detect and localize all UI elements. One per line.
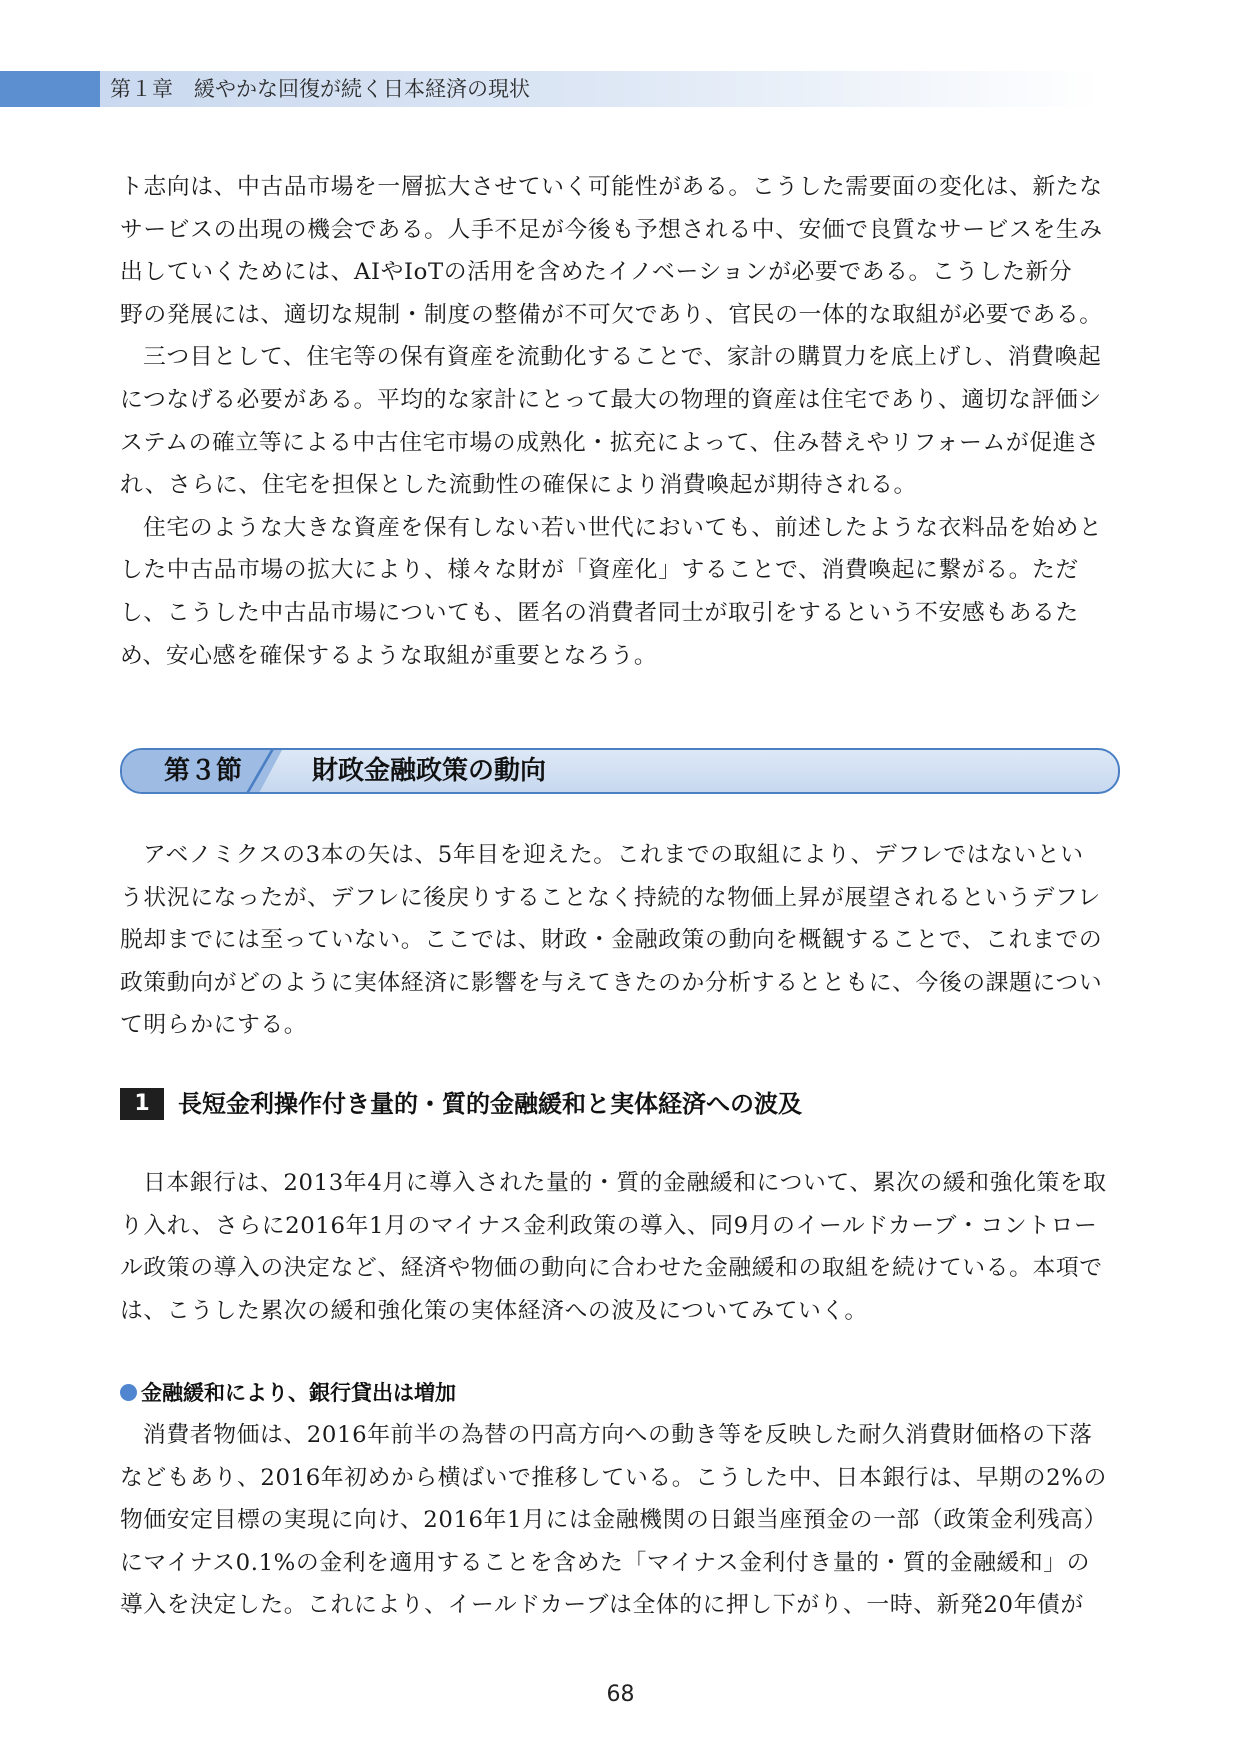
- section-intro-paragraph: [120, 834, 1120, 1047]
- text-line: アベノミクスの3本の矢は、5年目を迎えた。これまでの取組により、デフレではないとい: [143, 842, 1084, 868]
- intro-paragraph: [120, 166, 1120, 677]
- text-line: 三つ目として、住宅等の保有資産を流動化することで、家計の購買力を底上げし、消費喚起: [143, 344, 1102, 371]
- text-line: は、こうした累次の緩和強化策の実体経済への波及についてみていく。: [120, 1297, 868, 1324]
- text-line: り入れ、さらに2016年1月のマイナス金利政策の導入、同9月のイールドカーブ・コントロー: [120, 1212, 1098, 1239]
- text-line: 住宅のような大きな資産を保有しない若い世代においても、前述したような衣料品を始めと: [143, 514, 1103, 541]
- text-line: 脱却までには至っていない。ここでは、財政・金融政策の動向を概観することで、これまでの: [120, 927, 1103, 954]
- text-line: う状況になったが、デフレに後戻りすることなく持続的な物価上昇が展望されるというデフレ: [120, 884, 1101, 911]
- bullet-heading: [120, 1378, 456, 1408]
- text-line: て明らかにする。: [120, 1012, 308, 1039]
- section-banner: [120, 748, 1120, 794]
- subsection-intro-paragraph: [120, 1162, 1120, 1332]
- bullet-paragraph: [120, 1414, 1120, 1627]
- text-line: 政策動向がどのように実体経済に影響を与えてきたのか分析するとともに、今後の課題につい: [120, 969, 1103, 996]
- subsection-title: 長短金利操作付き量的・質的金融緩和と実体経済への波及: [178, 1090, 802, 1118]
- text-line: 消費者物価は、2016年前半の為替の円高方向への動き等を反映した耐久消費財価格の下落: [143, 1422, 1093, 1448]
- text-line: 出していくためには、AIやIoTの活用を含めたイノベーションが必要である。こうした新分: [120, 259, 1073, 286]
- chapter-title: 第１章 緩やかな回復が続く日本経済の現状: [110, 77, 530, 101]
- text-line: ル政策の導入の決定など、経済や物価の動向に合わせた金融緩和の取組を続けている。本項で: [120, 1255, 1103, 1282]
- text-line: ト志向は、中古品市場を一層拡大させていく可能性がある。こうした需要面の変化は、新たな: [120, 174, 1103, 200]
- text-line: 物価安定目標の実現に向け、2016年1月には金融機関の日銀当座預金の一部（政策金利残高）: [120, 1507, 1108, 1534]
- running-header-accent: [0, 71, 100, 107]
- page-number: 68: [606, 1682, 635, 1707]
- text-line: した中古品市場の拡大により、様々な財が「資産化」することで、消費喚起に繋がる。ただ: [120, 557, 1079, 584]
- section-number: 第３節: [164, 756, 243, 786]
- subsection-number: 1: [120, 1088, 164, 1120]
- bullet-heading-text: 金融緩和により、銀行貸出は増加: [141, 1381, 456, 1405]
- text-line: し、こうした中古品市場についても、匿名の消費者同士が取引をするという不安感もあるた: [120, 599, 1079, 626]
- bullet-dot-icon: [120, 1384, 137, 1401]
- text-line: にマイナス0.1%の金利を適用することを含めた「マイナス金利付き量的・質的金融緩和」の: [120, 1549, 1091, 1576]
- text-line: 導入を決定した。これにより、イールドカーブは全体的に押し下がり、一時、新発20年債が: [120, 1592, 1084, 1619]
- section-title: 財政金融政策の動向: [312, 756, 547, 786]
- text-line: ステムの確立等による中古住宅市場の成熟化・拡充によって、住み替えやリフォームが促進さ: [120, 429, 1100, 456]
- text-line: などもあり、2016年初めから横ばいで推移している。こうした中、日本銀行は、早期の2%の: [120, 1464, 1107, 1491]
- text-line: 日本銀行は、2013年4月に導入された量的・質的金融緩和について、累次の緩和強化策を取: [143, 1170, 1107, 1196]
- text-line: につなげる必要がある。平均的な家計にとって最大の物理的資産は住宅であり、適切な評価シ: [120, 386, 1102, 413]
- text-line: サービスの出現の機会である。人手不足が今後も予想される中、安価で良質なサービスを生み: [120, 216, 1103, 243]
- text-line: れ、さらに、住宅を担保とした流動性の確保により消費喚起が期待される。: [120, 472, 917, 499]
- text-line: め、安心感を確保するような取組が重要となろう。: [120, 642, 658, 669]
- text-line: 野の発展には、適切な規制・制度の整備が不可欠であり、官民の一体的な取組が必要である。: [120, 301, 1103, 328]
